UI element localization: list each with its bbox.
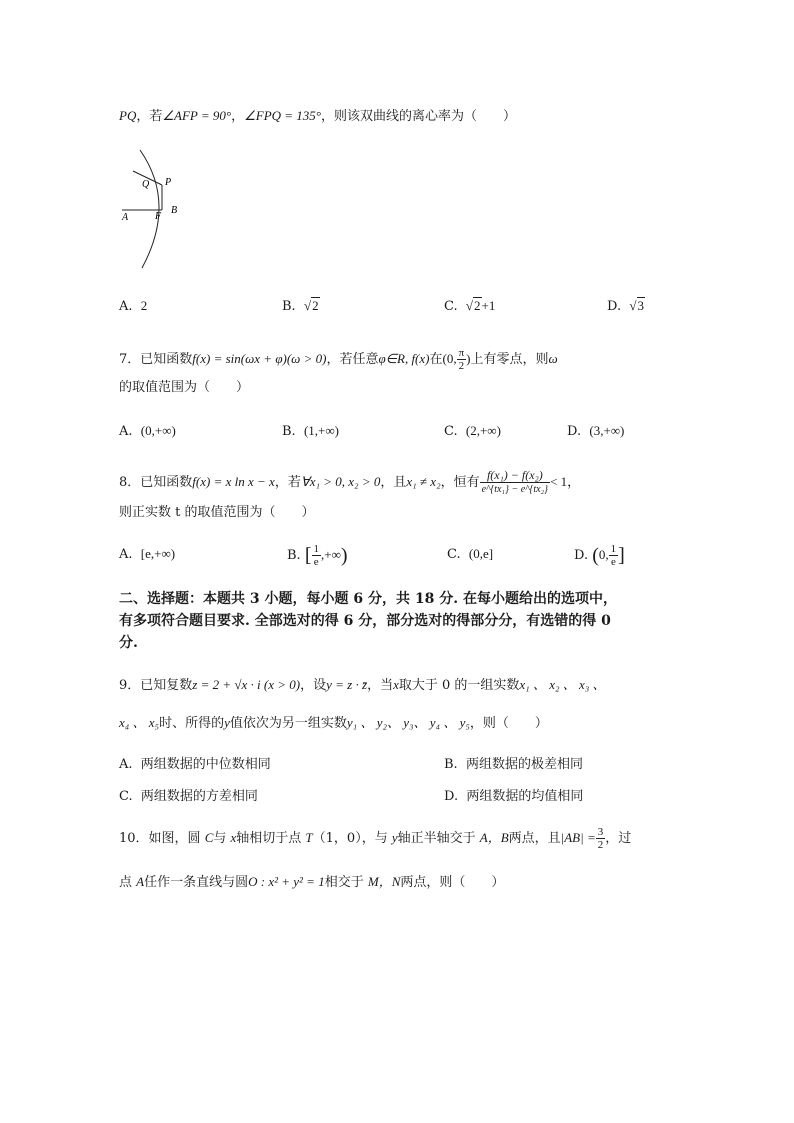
q10-question-line2 bbox=[119, 870, 504, 895]
label-b: B bbox=[171, 205, 178, 216]
q10-abs-ab: |AB| = bbox=[560, 830, 596, 845]
frac-numerator: f(x₁) − f(x₂) bbox=[480, 468, 550, 483]
option-value: (3,+∞) bbox=[589, 423, 625, 438]
option-value: [e,+∞) bbox=[140, 546, 176, 561]
option-letter: B. bbox=[444, 757, 458, 772]
section2-line3: 分. bbox=[119, 635, 138, 651]
option-letter: A. bbox=[119, 757, 133, 772]
q6-option-c[interactable] bbox=[444, 296, 495, 317]
q7-fraction-pi-2 bbox=[457, 347, 467, 372]
q9-x-list: x₁ 、 x₂ 、 x₃ 、 bbox=[519, 677, 606, 692]
option-value: (2,+∞) bbox=[465, 423, 501, 438]
option-value: 2 bbox=[474, 298, 481, 313]
q10-text: ，过 bbox=[605, 831, 632, 846]
q8-option-b[interactable] bbox=[287, 540, 348, 571]
q6-option-a[interactable] bbox=[119, 296, 147, 317]
q8-question bbox=[119, 466, 580, 499]
q9-question bbox=[119, 673, 606, 698]
frac-denominator: e bbox=[610, 556, 616, 568]
q7-omega: ω bbox=[548, 351, 558, 366]
q8-option-c[interactable] bbox=[447, 544, 493, 565]
option-letter: B. bbox=[282, 424, 296, 439]
q6-angle-afp: ∠AFP = 90° bbox=[162, 108, 232, 123]
q10-fraction-3-2 bbox=[596, 826, 606, 851]
option-value: (0,e] bbox=[468, 546, 494, 561]
q10-text: 点 bbox=[119, 875, 137, 890]
q6-text-if: ，若 bbox=[136, 109, 163, 124]
frac-numerator: π bbox=[458, 347, 465, 359]
option-value: 两组数据的均值相同 bbox=[466, 789, 584, 804]
option-letter: C. bbox=[447, 547, 461, 562]
sqrt-symbol: √ bbox=[629, 298, 637, 313]
q9-y: y bbox=[224, 715, 230, 730]
fraction-1-e bbox=[312, 543, 322, 568]
sqrt-symbol: √ bbox=[465, 298, 474, 313]
q10-y-axis: y bbox=[391, 830, 398, 845]
q6-angle-fpq: ∠FPQ = 135° bbox=[244, 108, 321, 123]
section2-line1: 二、选择题：本题共 3 小题，每小题 6 分，共 18 分. 在每小题给出的选项中， bbox=[119, 591, 617, 607]
option-value: 2 bbox=[140, 298, 148, 313]
q7-option-b[interactable] bbox=[282, 421, 339, 442]
q7-option-a[interactable] bbox=[119, 421, 176, 442]
label-p: P bbox=[165, 177, 172, 188]
q10-text: 两点，则（ ） bbox=[400, 875, 505, 890]
bracket-close: ] bbox=[618, 544, 625, 567]
q6-option-d[interactable] bbox=[607, 296, 645, 317]
q8-option-d[interactable] bbox=[574, 540, 625, 571]
q9-text: 时、所得的 bbox=[159, 716, 225, 731]
q10-circle-o: O : x² + y² = 1 bbox=[248, 874, 325, 889]
q7-text: ，若任意 bbox=[326, 352, 379, 367]
q7-question bbox=[119, 346, 558, 373]
option-value: 3 bbox=[637, 298, 644, 313]
option-value: 0, bbox=[598, 547, 609, 562]
q10-point-a: A bbox=[136, 874, 145, 889]
q9-number: 9． bbox=[119, 678, 141, 693]
frac-numerator: 1 bbox=[610, 543, 617, 555]
option-extra: +1 bbox=[481, 298, 496, 313]
sqrt-symbol: √ bbox=[303, 298, 312, 313]
q8-fraction bbox=[480, 468, 550, 497]
q8-text: ，且 bbox=[380, 475, 407, 490]
q6-sep: ， bbox=[231, 109, 245, 124]
q9-text: 值依次为另一组实数 bbox=[229, 716, 347, 731]
q7-text: 已知函数 bbox=[140, 352, 193, 367]
label-q: Q bbox=[142, 179, 150, 190]
q10-x-axis: x bbox=[230, 830, 237, 845]
option-value: 两组数据的方差相同 bbox=[140, 789, 258, 804]
q6-option-b[interactable] bbox=[282, 296, 320, 317]
q8-inequality: < 1 bbox=[550, 474, 568, 489]
option-letter: A. bbox=[119, 547, 133, 562]
q9-text: ，设 bbox=[300, 678, 327, 693]
frac-numerator: 3 bbox=[597, 826, 604, 838]
fraction-1-e bbox=[609, 543, 619, 568]
option-value: (1,+∞) bbox=[303, 423, 339, 438]
q8-text: ，恒有 bbox=[440, 475, 480, 490]
option-letter: B. bbox=[282, 299, 296, 314]
hyperbola-branch bbox=[140, 150, 159, 268]
q7-option-d[interactable] bbox=[567, 421, 624, 442]
q10-text: 轴相切于点 bbox=[236, 831, 306, 846]
label-f: F bbox=[155, 211, 162, 222]
q9-text: 取大于 0 的一组实数 bbox=[398, 678, 520, 693]
q8-text: 已知函数 bbox=[140, 475, 193, 490]
q10-question bbox=[119, 822, 631, 855]
q8-text: ，若 bbox=[274, 475, 301, 490]
q7-text: 上有零点，则 bbox=[470, 352, 549, 367]
frac-denominator: 2 bbox=[597, 839, 604, 851]
option-letter: A. bbox=[119, 424, 133, 439]
bracket-open: ( bbox=[592, 544, 599, 567]
q8-number: 8． bbox=[119, 475, 141, 490]
q10-point-t: T bbox=[305, 830, 313, 845]
q9-complex-z: z = 2 + √x · i (x > 0) bbox=[192, 677, 301, 692]
q10-points-ab: A，B bbox=[479, 830, 509, 845]
option-letter: B. bbox=[287, 548, 301, 563]
frac-denominator: 2 bbox=[458, 360, 465, 372]
q7-interval-open: (0, bbox=[442, 351, 457, 366]
q9-option-a[interactable] bbox=[119, 755, 271, 775]
option-letter: D. bbox=[574, 548, 589, 563]
q9-option-d[interactable] bbox=[444, 787, 583, 807]
q10-text: 任作一条直线与圆 bbox=[144, 875, 249, 890]
q10-text: 相交于 bbox=[324, 875, 368, 890]
option-value: 两组数据的极差相同 bbox=[465, 757, 583, 772]
option-value: 两组数据的中位数相同 bbox=[140, 757, 271, 772]
option-letter: C. bbox=[444, 424, 458, 439]
q7-option-c[interactable] bbox=[444, 421, 501, 442]
option-letter: D. bbox=[607, 299, 622, 314]
q6-hyperbola-figure bbox=[115, 145, 185, 275]
q8-condition: ∀x₁ > 0, x₂ > 0 bbox=[300, 474, 381, 489]
q9-x-list2: x₄ 、 x₅ bbox=[119, 715, 160, 730]
q10-text: 与 bbox=[213, 831, 231, 846]
q7-condition: φ∈R, f(x) bbox=[378, 351, 430, 366]
bracket-open: [ bbox=[304, 544, 312, 567]
q9-text: ，则（ ） bbox=[469, 716, 548, 731]
q7-number: 7． bbox=[119, 352, 141, 367]
q8-question-line2: 则正实数 t 的取值范围为（ ） bbox=[119, 505, 315, 520]
q9-text: ，当 bbox=[367, 678, 394, 693]
q7-question-line2: 的取值范围为（ ） bbox=[119, 380, 250, 395]
q10-points-mn: M，N bbox=[367, 874, 401, 889]
option-letter: C. bbox=[444, 299, 458, 314]
q7-interval-close: ) bbox=[466, 351, 471, 366]
q10-text: （1，0），与 bbox=[312, 831, 392, 846]
q6-pq: PQ bbox=[119, 108, 137, 123]
option-value: 2 bbox=[312, 298, 319, 313]
frac-denominator: e bbox=[313, 556, 319, 568]
option-value: (0,+∞) bbox=[140, 423, 176, 438]
q9-y-def: y = z · z̄ bbox=[326, 677, 368, 692]
option-letter: A. bbox=[119, 299, 133, 314]
option-letter: D. bbox=[444, 789, 459, 804]
q10-text: 10．如图，圆 bbox=[119, 831, 205, 846]
q8-option-a[interactable] bbox=[119, 544, 175, 565]
q9-question-line2 bbox=[119, 711, 548, 736]
q8-function: f(x) = x ln x − x bbox=[192, 474, 275, 489]
q9-option-c[interactable] bbox=[119, 787, 258, 807]
frac-numerator: 1 bbox=[313, 543, 319, 555]
q9-x: x bbox=[393, 677, 399, 692]
q9-y-list: y₁ 、 y₂、 y₃、 y₄ 、 y₅ bbox=[346, 715, 470, 730]
q6-question-tail bbox=[119, 106, 516, 127]
q9-option-b[interactable] bbox=[444, 755, 583, 775]
q8-text: ， bbox=[567, 475, 581, 490]
section2-line2: 有多项符合题目要求. 全部选对的得 6 分，部分选对的得部分分，有选错的得 0 bbox=[119, 613, 611, 629]
q9-text: 已知复数 bbox=[140, 678, 193, 693]
option-letter: D. bbox=[567, 424, 582, 439]
q8-neq: x₁ ≠ x₂ bbox=[406, 474, 441, 489]
q10-circle-c: C bbox=[204, 830, 214, 845]
q10-text: 两点，且 bbox=[508, 831, 561, 846]
option-letter: C. bbox=[119, 789, 133, 804]
q7-function: f(x) = sin(ωx + φ)(ω > 0) bbox=[192, 351, 327, 366]
q6-text-end: ，则该双曲线的离心率为（ ） bbox=[321, 109, 517, 124]
q7-text: 在 bbox=[429, 352, 443, 367]
bracket-close: ) bbox=[340, 544, 348, 567]
frac-denominator: e^{tx₁} − e^{tx₂} bbox=[481, 484, 549, 495]
q10-text: 轴正半轴交于 bbox=[397, 831, 480, 846]
label-a: A bbox=[122, 212, 129, 223]
option-value: ,+∞ bbox=[321, 547, 341, 562]
